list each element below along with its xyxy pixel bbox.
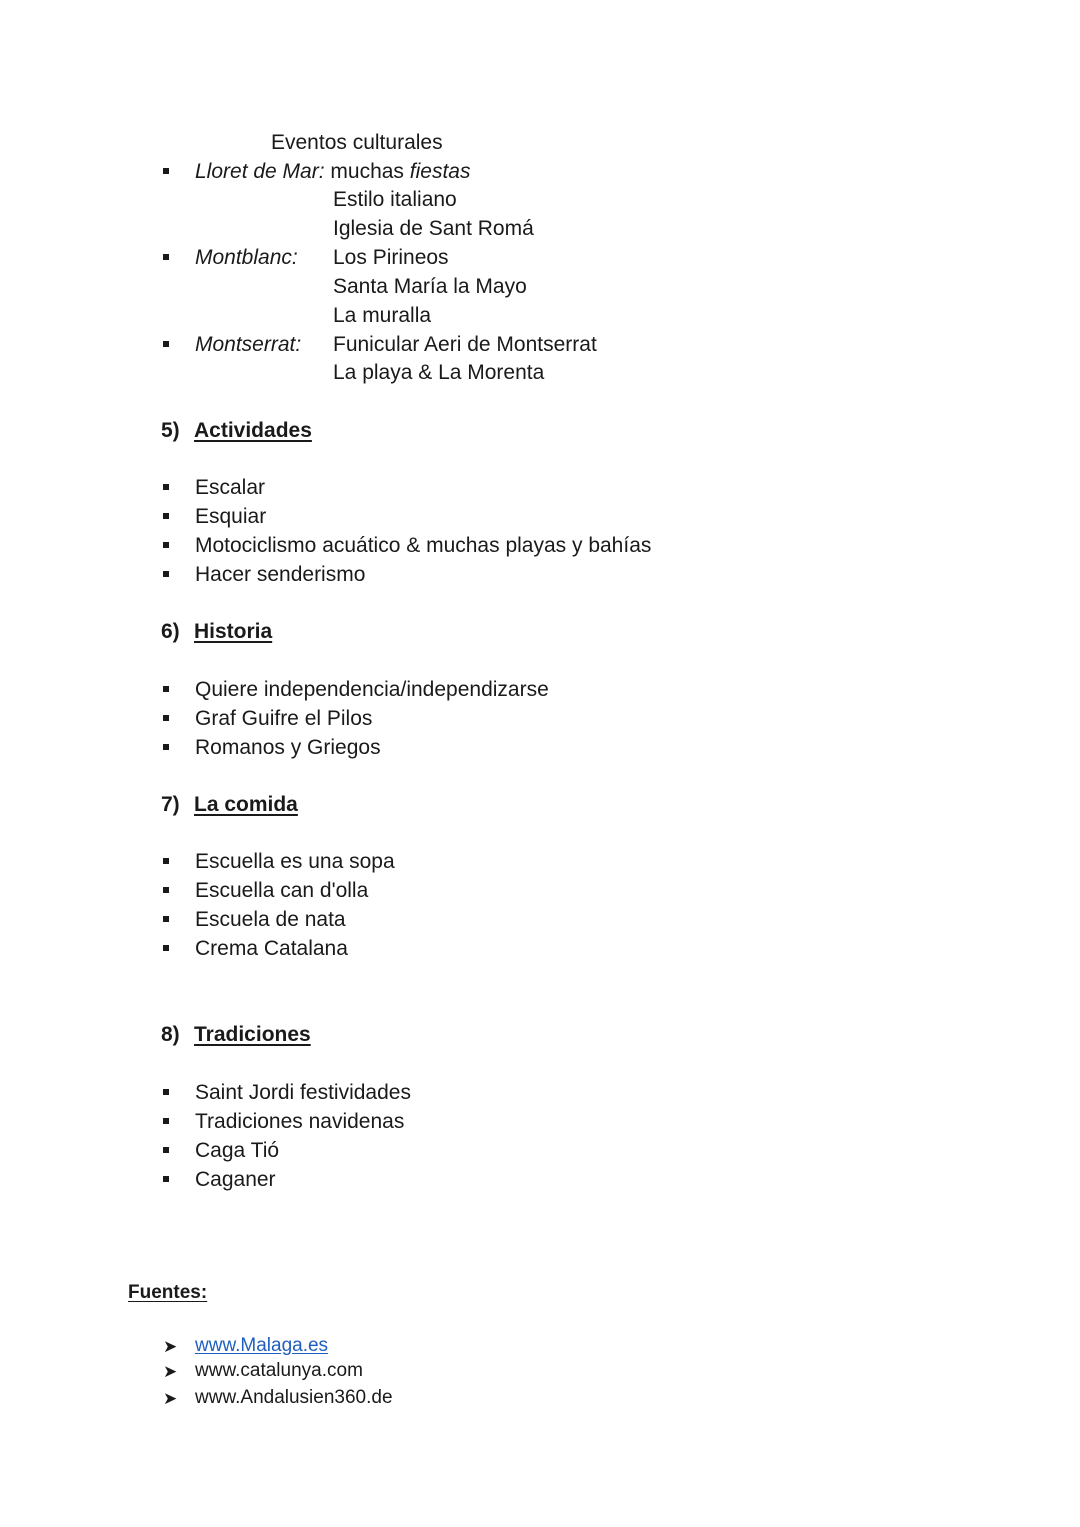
source-link-malaga[interactable]: www.Malaga.es	[195, 1335, 329, 1356]
bullet-icon	[163, 484, 169, 490]
arrow-bullet-icon: ➤	[163, 1362, 178, 1381]
place-detail: La muralla	[333, 304, 432, 327]
section-heading-historia	[161, 621, 272, 642]
section-title: La comida	[194, 793, 298, 816]
arrow-bullet-icon: ➤	[163, 1337, 178, 1356]
bullet-icon	[163, 858, 169, 864]
section-title: Historia	[194, 620, 273, 643]
place-lloret	[195, 161, 470, 182]
bullet-icon	[163, 1176, 169, 1182]
bullet-icon	[163, 513, 169, 519]
list-item: Quiere independencia/independizarse	[195, 678, 549, 701]
list-item: Caga Tió	[195, 1139, 280, 1162]
place-detail: La playa & La Morenta	[333, 361, 545, 384]
arrow-bullet-icon: ➤	[163, 1389, 178, 1408]
bullet-icon	[163, 571, 169, 577]
bullet-icon	[163, 1089, 169, 1095]
source-item-catalunya: www.catalunya.com	[195, 1360, 363, 1381]
place-name: Lloret de Mar:	[195, 160, 325, 183]
section-number: 5)	[161, 419, 180, 442]
bullet-icon	[163, 1147, 169, 1153]
section-title: Tradiciones	[194, 1023, 311, 1046]
place-lead-italic: fiestas	[409, 160, 471, 183]
eventos-culturales-text: Eventos culturales	[271, 131, 443, 154]
sources-title: Fuentes:	[128, 1282, 208, 1303]
place-detail: Funicular Aeri de Montserrat	[333, 333, 597, 356]
list-item: Motociclismo acuático & muchas playas y bahías	[195, 534, 652, 557]
list-item: Tradiciones navidenas	[195, 1110, 405, 1133]
list-item: Escuella es una sopa	[195, 850, 395, 873]
list-item: Escuella can d'olla	[195, 879, 369, 902]
list-item: Hacer senderismo	[195, 563, 366, 586]
section-number: 6)	[161, 620, 180, 643]
section-title: Actividades	[194, 419, 312, 442]
bullet-icon	[163, 542, 169, 548]
section-heading-tradiciones	[161, 1024, 311, 1045]
list-item: Esquiar	[195, 505, 267, 528]
list-item: Crema Catalana	[195, 937, 348, 960]
source-item-andalusien: www.Andalusien360.de	[195, 1387, 393, 1408]
section-number: 7)	[161, 793, 180, 816]
list-item: Escalar	[195, 476, 266, 499]
place-name: Montserrat:	[195, 333, 302, 356]
bullet-icon	[163, 887, 169, 893]
list-item: Saint Jordi festividades	[195, 1081, 411, 1104]
bullet-icon	[163, 254, 169, 260]
place-name: Montblanc:	[195, 246, 298, 269]
place-detail: Estilo italiano	[333, 188, 457, 211]
bullet-icon	[163, 715, 169, 721]
place-detail: Los Pirineos	[333, 246, 449, 269]
list-item: Caganer	[195, 1168, 276, 1191]
list-item: Escuela de nata	[195, 908, 346, 931]
section-heading-la-comida	[161, 794, 298, 815]
section-number: 8)	[161, 1023, 180, 1046]
list-item: Romanos y Griegos	[195, 736, 381, 759]
bullet-icon	[163, 686, 169, 692]
place-detail: Iglesia de Sant Romá	[333, 217, 534, 240]
bullet-icon	[163, 1118, 169, 1124]
bullet-icon	[163, 945, 169, 951]
place-lead-text: muchas	[330, 160, 404, 183]
bullet-icon	[163, 744, 169, 750]
bullet-icon	[163, 168, 169, 174]
section-heading-actividades	[161, 420, 312, 441]
place-detail: Santa María la Mayo	[333, 275, 527, 298]
list-item: Graf Guifre el Pilos	[195, 707, 373, 730]
bullet-icon	[163, 341, 169, 347]
bullet-icon	[163, 916, 169, 922]
